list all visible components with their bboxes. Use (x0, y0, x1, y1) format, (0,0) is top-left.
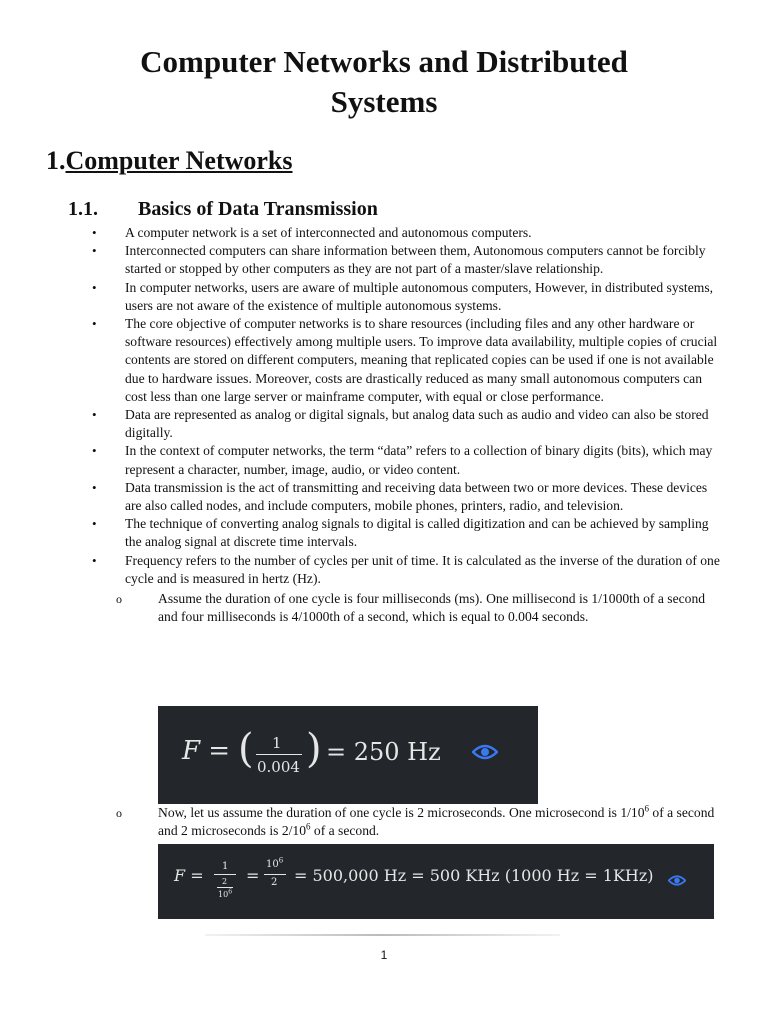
sub2-text-b: of a second and 2 microseconds is 2/10 (158, 805, 715, 839)
section-heading (46, 146, 293, 176)
title-line-2: Systems (330, 84, 438, 119)
eq2-equals: = (246, 866, 260, 885)
bullet-list-continued (0, 804, 768, 840)
equation-image-2 (158, 844, 714, 919)
bullet-list (0, 224, 768, 626)
eq2-numerator: 1 (222, 861, 229, 872)
bullet-item: • In computer networks, users are aware of multiple autonomous computers, However, in distributed systems, users are not aware of the existence of multiple autonomous systems. (0, 279, 723, 315)
subsection-heading (68, 198, 378, 221)
sub-bullet-item: o Assume the duration of one cycle is four milliseconds (ms). One millisecond is 1/1000th of a second and four milliseconds is 4/1000th of a second, which is equal to 0.004 seconds. (0, 590, 723, 626)
bullet-item: • Interconnected computers can share information between them, Autonomous computers cannot be forcibly started or stopped by other computers as they are not part of a master/slave relationship. (0, 242, 723, 278)
eq2-lhs: F = (174, 866, 204, 885)
bullet-item: • Frequency refers to the number of cycles per unit of time. It is calculated as the inverse of the duration of one cycle and is measured in hertz (Hz). (0, 552, 723, 588)
eq2-rhs: = 500,000 Hz = 500 KHz (1000 Hz = 1KHz) (294, 866, 654, 885)
bullet-item: • Data transmission is the act of transmitting and receiving data between two or more devices. These devices are also called nodes, and include computers, mobile phones, printers, radio, and television. (0, 479, 723, 515)
bullet-item: • The core objective of computer networks is to share resources (including files and any other hardware or software resources) effectively among multiple users. To improve data availability, multiple copies of crucial contents are stored on different computers, meaning that replicated copies can be used if one is not available due to hardware issues. Moreover, costs are drastically reduced as many small autonomous computers can cost less than one large server or mainframe computer, with equal or close performance. (0, 315, 723, 406)
eq2-numerator-2: $10^6$ (266, 856, 284, 870)
bullet-item: • A computer network is a set of interconnected and autonomous computers. (0, 224, 723, 242)
sub2-text-a: Now, let us assume the duration of one cycle is 2 microseconds. One microsecond is 1/10 (158, 805, 645, 820)
bullet-item: • The technique of converting analog signals to digital is called digitization and can be achieved by sampling the analog signal at discrete time intervals. (0, 515, 723, 551)
eye-icon[interactable] (668, 874, 686, 887)
eq2-fraction-bar (214, 874, 236, 875)
eq1-rhs: = 250 Hz (326, 738, 441, 766)
eq1-lhs: F = (182, 736, 231, 766)
eq1-close-paren: ) (306, 726, 322, 772)
sub2-text-c: of a second. (310, 823, 380, 839)
eye-icon[interactable] (472, 743, 498, 761)
footer-divider (205, 934, 560, 936)
section-title: Computer Networks (65, 146, 293, 175)
subsection-title: Basics of Data Transmission (138, 198, 378, 220)
eq2-fraction-bar-2 (264, 874, 286, 875)
eq1-denominator: 0.004 (257, 758, 300, 776)
eq1-open-paren: ( (238, 726, 254, 772)
eq2-inner-numerator: 2 (222, 877, 228, 886)
eq1-numerator: 1 (272, 734, 282, 752)
page-number: 1 (380, 948, 388, 962)
sub-bullet-item (0, 804, 723, 840)
eq2-inner-denominator: $10^6$ (218, 888, 233, 899)
bullet-item: • Data are represented as analog or digital signals, but analog data such as audio and video can also be stored digitally. (0, 406, 723, 442)
sub2-superscript-2: 6 (306, 821, 311, 832)
bullet-item: • In the context of computer networks, the term “data” refers to a collection of binary digits (bits), which may represent a character, number, image, audio, or video content. (0, 442, 723, 478)
equation-image-1 (158, 706, 538, 804)
eq1-fraction-bar (256, 754, 302, 755)
eq2-denominator-2: 2 (271, 877, 278, 888)
document-title (0, 42, 768, 122)
subsection-number: 1.1. (68, 198, 98, 220)
sub2-superscript-1: 6 (644, 803, 649, 814)
section-number: 1. (46, 146, 66, 175)
title-line-1: Computer Networks and Distributed (140, 44, 628, 79)
